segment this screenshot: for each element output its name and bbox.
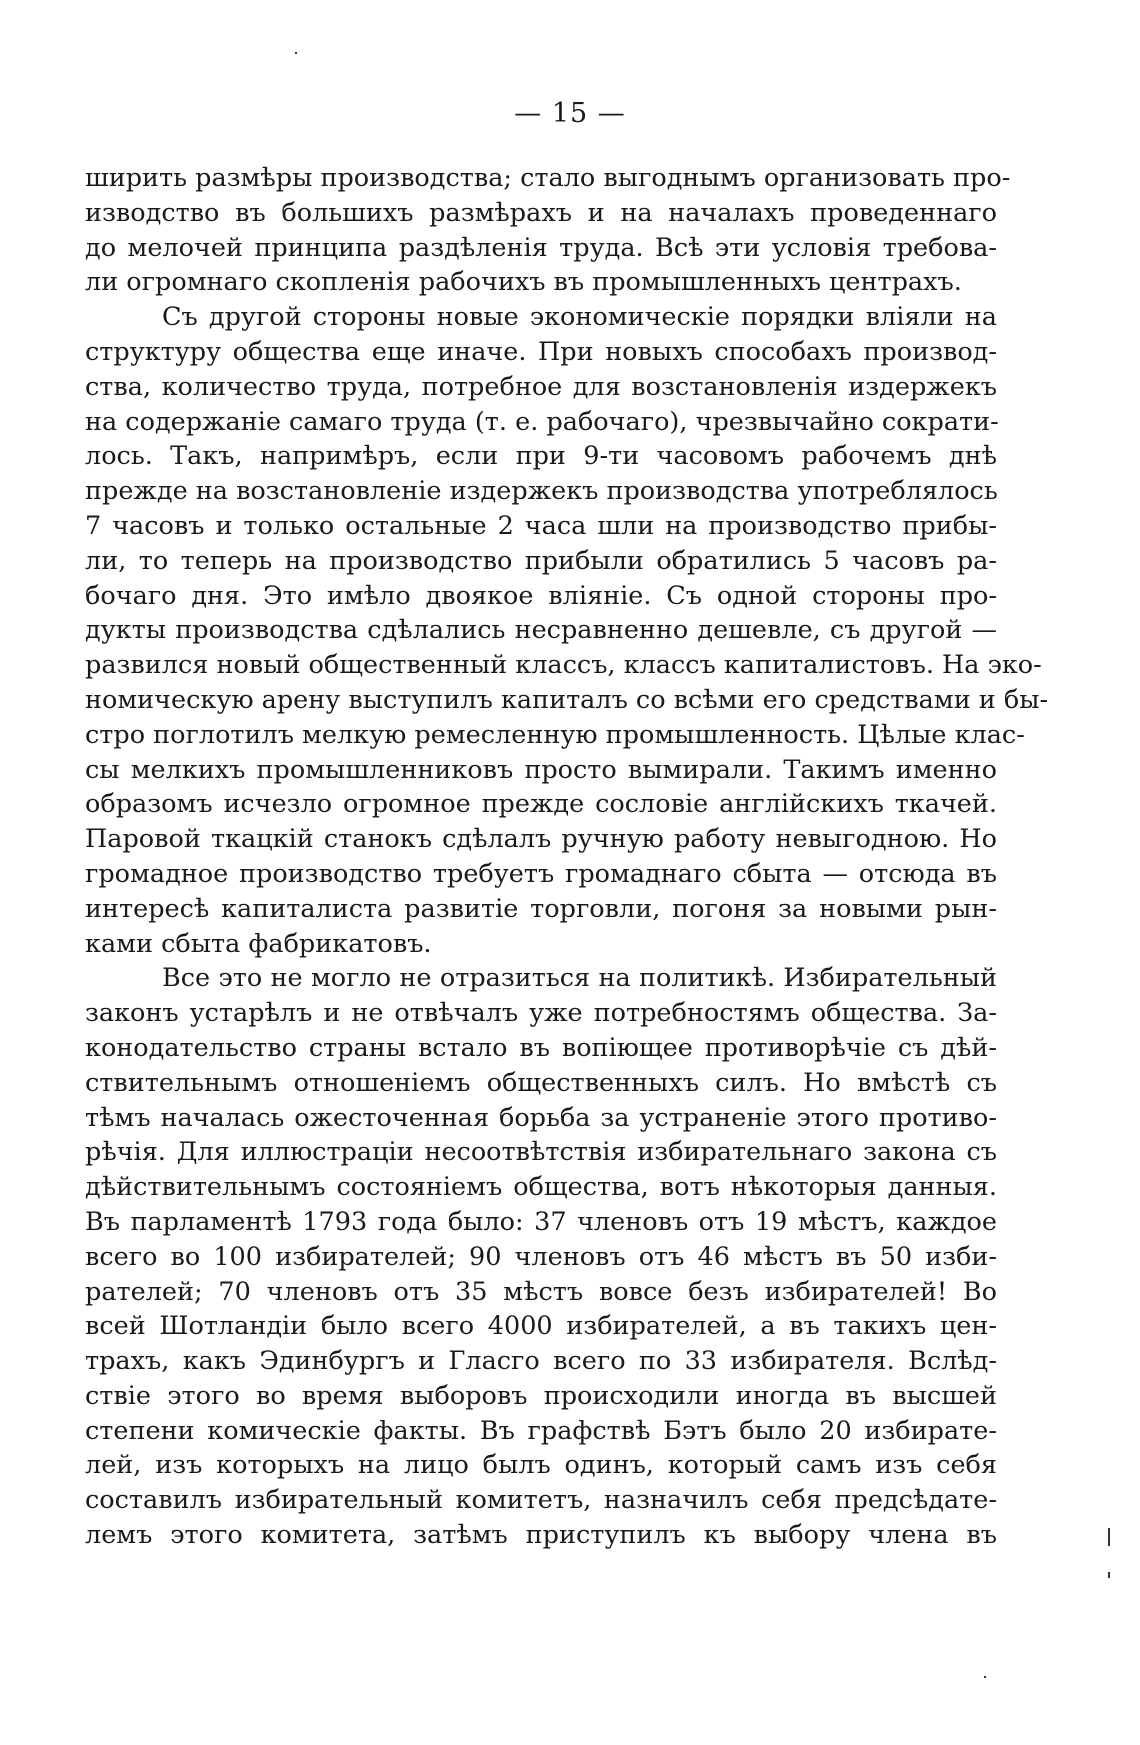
text-line: сы мелкихъ промышленниковъ просто вымирали. Такимъ именно	[85, 754, 997, 785]
text-line: лось. Такъ, напримѣръ, если при 9-ти часовомъ рабочемъ днѣ	[85, 441, 997, 472]
page-body	[85, 161, 1049, 1553]
text-line: Все это не могло не отразиться на политикѣ. Избирательный	[162, 963, 997, 994]
text-line: изводство въ большихъ размѣрахъ и на началахъ проведеннаго	[85, 197, 997, 228]
paragraph-2	[85, 300, 1049, 961]
scan-speck	[295, 52, 297, 54]
text-line: ками сбыта фабрикатовъ.	[85, 928, 432, 959]
text-line: стро поглотилъ мелкую ремесленную промышленность. Цѣлые клас-	[85, 719, 1025, 750]
text-line: Съ другой стороны новые экономическіе порядки вліяли на	[162, 302, 997, 333]
text-line: трахъ, какъ Эдинбургъ и Гласго всего по 33 избирателя. Вслѣд-	[85, 1346, 997, 1377]
text-line: ли, то теперь на производство прибыли обратились 5 часовъ ра-	[85, 545, 997, 576]
scan-speck	[984, 1676, 986, 1678]
text-line: на содержаніе самаго труда (т. е. рабочаго), чрезвычайно сократи-	[85, 406, 999, 437]
text-line: законъ устарѣлъ и не отвѣчалъ уже потребностямъ общества. За-	[85, 998, 997, 1029]
text-line: всей Шотландіи было всего 4000 избирателей, а въ такихъ цен-	[85, 1311, 997, 1342]
text-line: 7 часовъ и только остальные 2 часа шли на производство прибы-	[85, 510, 997, 541]
text-line: лей, изъ которыхъ на лицо былъ одинъ, который самъ изъ себя	[85, 1450, 997, 1481]
text-line: ли огромнаго скопленія рабочихъ въ промышленныхъ центрахъ.	[85, 267, 962, 298]
text-line: бочаго дня. Это имѣло двоякое вліяніе. Съ одной стороны про-	[85, 580, 997, 611]
text-line: ствіе этого во время выборовъ происходили иногда въ высшей	[85, 1380, 997, 1411]
text-line: дѣйствительнымъ состояніемъ общества, вотъ нѣкоторыя данныя.	[85, 1172, 997, 1203]
text-line: прежде на возстановленіе издержекъ производства употреблялось	[85, 476, 998, 507]
page-number: — 15 —	[514, 98, 626, 129]
text-line: тѣмъ началась ожесточенная борьба за устраненіе этого противо-	[85, 1102, 997, 1133]
text-line: интересѣ капиталиста развитіе торговли, погоня за новыми рын-	[85, 893, 997, 924]
text-line: дукты производства сдѣлались несравненно дешевле, съ другой —	[85, 615, 997, 646]
text-line: номическую арену выступилъ капиталъ со всѣми его средствами и бы-	[85, 684, 1049, 715]
text-line: ширить размѣры производства; стало выгоднымъ организовать про-	[85, 163, 1011, 193]
text-line: образомъ исчезло огромное прежде сословіе англійскихъ ткачей.	[85, 789, 997, 820]
text-line: структуру общества еще иначе. При новыхъ способахъ производ-	[85, 336, 997, 367]
scan-speck	[1108, 1572, 1110, 1578]
text-line: степени комическіе факты. Въ графствѣ Бэтъ было 20 избирате-	[85, 1415, 997, 1446]
text-line: до мелочей принципа раздѣленія труда. Всѣ эти условія требова-	[85, 232, 997, 263]
text-line: рателей; 70 членовъ отъ 35 мѣстъ вовсе безъ избирателей! Во	[85, 1276, 997, 1307]
paragraph-1	[85, 161, 1011, 300]
text-line: конодательство страны встало въ вопіющее противорѣчіе съ дѣй-	[85, 1032, 997, 1063]
text-line: громадное производство требуетъ громаднаго сбыта — отсюда въ	[85, 858, 997, 889]
text-line: всего во 100 избирателей; 90 членовъ отъ 46 мѣстъ въ 50 изби-	[85, 1241, 997, 1272]
text-line: составилъ избирательный комитетъ, назначилъ себя предсѣдате-	[85, 1485, 997, 1516]
text-line: Въ парламентѣ 1793 года было: 37 членовъ отъ 19 мѣстъ, каждое	[85, 1206, 997, 1237]
scan-speck	[1108, 1528, 1110, 1546]
text-line: Паровой ткацкій станокъ сдѣлалъ ручную работу невыгодною. Но	[85, 824, 997, 855]
text-line: ства, количество труда, потребное для возстановленія издержекъ	[85, 371, 997, 402]
text-line: ствительнымъ отношеніемъ общественныхъ силъ. Но вмѣстѣ съ	[85, 1067, 997, 1098]
paragraph-3	[85, 961, 997, 1553]
text-line: рѣчія. Для иллюстраціи несоотвѣтствія избирательнаго закона съ	[85, 1137, 997, 1168]
text-line: лемъ этого комитета, затѣмъ приступилъ къ выбору члена въ	[85, 1520, 997, 1551]
text-line: развился новый общественный классъ, классъ капиталистовъ. На эко-	[85, 650, 1042, 681]
